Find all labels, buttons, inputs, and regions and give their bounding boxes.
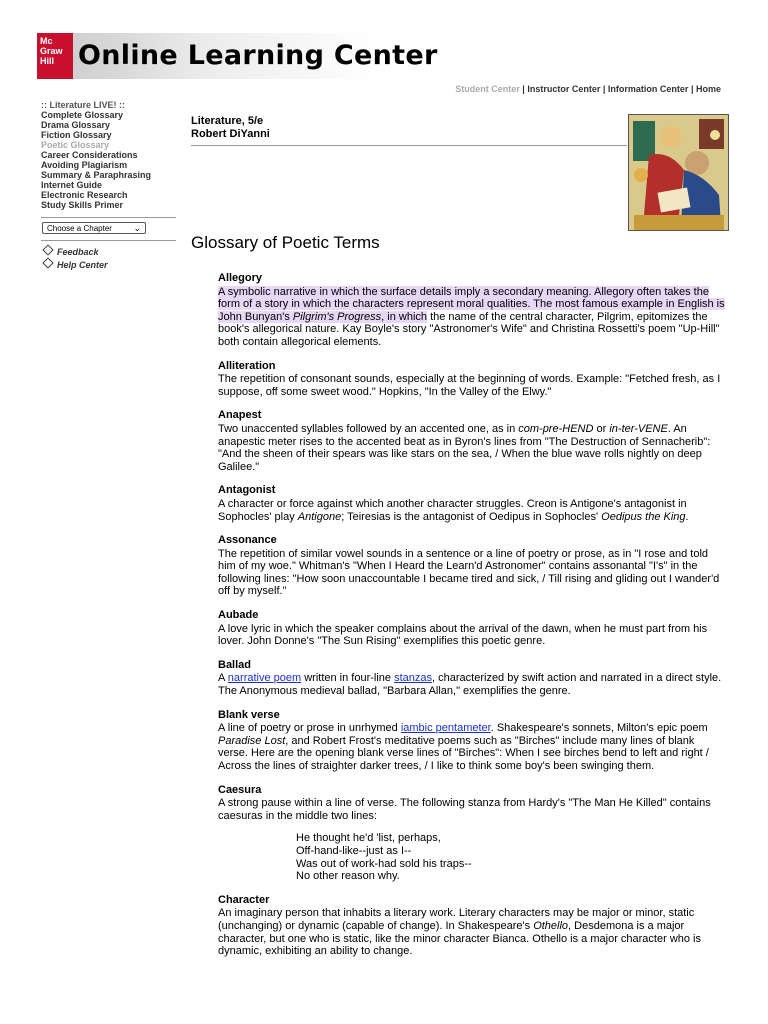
- diamond-icon: [42, 244, 53, 255]
- chapter-select-label: Choose a Chapter: [47, 224, 112, 233]
- site-title: Online Learning Center: [78, 40, 438, 71]
- glossary-term: [218, 609, 726, 648]
- feedback-label: Feedback: [57, 247, 99, 257]
- help-center-link[interactable]: [44, 260, 108, 270]
- sidebar-item-poetic-glossary[interactable]: Poetic Glossary: [41, 140, 110, 150]
- nav-student-center[interactable]: Student Center: [455, 84, 520, 94]
- poem-line: No other reason why.: [296, 870, 400, 883]
- poem-excerpt: [296, 832, 726, 882]
- glossary-term: [218, 484, 726, 523]
- definition-text: A symbolic narrative in which the surface details imply a secondary meaning. Allegory often takes the form of a story in which the characters represent moral qualities. The most famous example in English is John Bunyan's: [218, 285, 725, 323]
- definition-text: , and Robert Frost's meditative poems such as "Birches" include many lines of blank verse. Here are the opening blank verse lines of "Birches": When I see birches bend to left and right / Across the lines of straighter darker trees, / I like to think some boy's been swinging them.: [218, 734, 709, 772]
- definition-text: .: [685, 510, 689, 523]
- italic-title: Othello: [533, 919, 569, 932]
- term-name: Assonance: [218, 534, 277, 547]
- sidebar-literature-live[interactable]: :: Literature LIVE! ::: [41, 100, 126, 110]
- book-divider: [191, 145, 627, 146]
- glossary-content: [218, 272, 726, 969]
- diamond-icon: [42, 257, 53, 268]
- book-title: Literature, 5/e: [191, 115, 264, 127]
- narrative-poem-link[interactable]: narrative poem: [227, 672, 302, 685]
- italic-title: Paradise Lost: [218, 734, 286, 747]
- glossary-term: [218, 272, 726, 349]
- iambic-pentameter-link[interactable]: iambic pentameter: [400, 722, 491, 735]
- term-definition: A strong pause within a line of verse. The following stanza from Hardy's "The Man He Killed" contains caesuras in the middle two lines:: [218, 797, 711, 822]
- definition-text: , in which: [381, 310, 428, 323]
- term-name: Antagonist: [218, 484, 276, 497]
- sidebar-item-internet-guide[interactable]: Internet Guide: [41, 180, 103, 190]
- poem-line: Off-hand-like--just as I--: [296, 844, 412, 857]
- sidebar-item-summary-paraphrasing[interactable]: Summary & Paraphrasing: [41, 170, 152, 180]
- glossary-term: [218, 709, 726, 773]
- term-name: Ballad: [218, 658, 252, 671]
- sidebar-item-drama-glossary[interactable]: Drama Glossary: [41, 120, 111, 130]
- definition-text: Two unaccented syllables followed by an accented one, as in: [218, 422, 519, 435]
- glossary-term: [218, 659, 726, 698]
- italic-title: Oedipus the King: [601, 510, 686, 523]
- sidebar-item-electronic-research[interactable]: Electronic Research: [41, 190, 128, 200]
- glossary-term: [218, 360, 726, 399]
- term-definition: [218, 722, 726, 772]
- italic-title: Pilgrim's Progress: [292, 310, 382, 323]
- stanzas-link[interactable]: stanzas: [394, 672, 433, 685]
- definition-text: A character or force against which another character struggles. Creon is Antigone's antagonist in Sophocles' play: [218, 497, 687, 523]
- nav-instructor-center[interactable]: Instructor Center: [527, 84, 601, 94]
- term-definition: [218, 672, 726, 697]
- mcgraw-hill-logo[interactable]: [37, 33, 73, 79]
- nav-separator: |: [522, 84, 525, 94]
- book-cover-image: [628, 114, 729, 231]
- italic-example: com-pre-HEND: [518, 422, 594, 435]
- nav-home[interactable]: Home: [695, 84, 721, 94]
- term-definition: The repetition of similar vowel sounds in a sentence or a line of poetry or prose, as in "I rose and told him of my woe." Whitman's "When I Heard the Learn'd Astronomer" contains assonantal "I's" in the following lines: "How soon unaccountable I became tired and sick, / Till rising and gliding out I wander'd off by myself.": [218, 547, 720, 598]
- term-name: Allegory: [218, 272, 263, 284]
- glossary-term: [218, 534, 726, 598]
- nav-information-center[interactable]: Information Center: [607, 84, 689, 94]
- chevron-down-icon: ⌄: [133, 223, 141, 233]
- term-name: Aubade: [218, 609, 259, 622]
- help-center-label: Help Center: [57, 260, 108, 270]
- term-name: Character: [218, 893, 270, 906]
- term-name: Caesura: [218, 783, 262, 796]
- poem-line: He thought he'd 'list, perhaps,: [296, 832, 441, 845]
- term-name: Alliteration: [218, 359, 276, 372]
- sidebar-item-fiction-glossary[interactable]: Fiction Glossary: [41, 130, 112, 140]
- definition-text: or: [593, 422, 610, 435]
- definition-text: A: [218, 672, 228, 685]
- page-title: Glossary of Poetic Terms: [191, 233, 380, 252]
- feedback-link[interactable]: [44, 247, 99, 257]
- term-definition: [218, 286, 726, 349]
- term-name: Anapest: [218, 409, 262, 422]
- definition-text: , Desdemona is a major character, but one who is static, like the minor character Bianca. Othello is a major character who is dynamic, exhibiting an ability to change.: [218, 919, 701, 958]
- nav-separator: |: [602, 84, 606, 94]
- term-definition: A love lyric in which the speaker complains about the arrival of the dawn, when he must part from his lover. John Donne's "The Sun Rising" exemplifies this poetic genre.: [218, 622, 708, 648]
- definition-text: , characterized by swift action and narrated in a direct style. The Anonymous medieval ballad, "Barbara Allan," exemplifies the genre.: [218, 672, 722, 698]
- logo-line: Mc: [40, 36, 53, 46]
- chapter-select[interactable]: [42, 222, 146, 234]
- italic-example: in-ter-VENE: [609, 422, 668, 435]
- term-definition: [218, 498, 726, 523]
- term-name: Blank verse: [218, 708, 280, 721]
- top-navigation: [455, 84, 721, 94]
- definition-text: An imaginary person that inhabits a literary work. Literary characters may be major or minor, static (unchanging) or dynamic (capable of change). In Shakespeare's: [218, 907, 695, 932]
- nav-separator: |: [690, 84, 694, 94]
- definition-text: ; Teiresias is the antagonist of Oedipus in Sophocles': [341, 510, 602, 523]
- sidebar-item-avoiding-plagiarism[interactable]: Avoiding Plagiarism: [41, 160, 128, 170]
- term-definition: The repetition of consonant sounds, especially at the beginning of words. Example: "Fetched fresh, as I suppose, off some sweet wood." Hopkins, "In the Valley of the Elwy.": [218, 373, 721, 398]
- definition-text: A line of poetry or prose in unrhymed: [218, 722, 401, 735]
- definition-text: the name of the central character, Pilgrim, epitomizes the book's allegorical nature. Kay Boyle's story "Astronomer's Wife" and Christina Rossetti's poem "Up-Hill" both contain allegorical elements.: [218, 310, 720, 348]
- term-definition: [218, 423, 726, 473]
- book-author: Robert DiYanni: [191, 128, 270, 140]
- poem-line: Was out of work-had sold his traps--: [296, 857, 472, 870]
- glossary-term: [218, 784, 726, 883]
- term-definition: [218, 907, 726, 957]
- sidebar-divider: [41, 240, 176, 241]
- italic-title: Antigone: [297, 510, 342, 523]
- sidebar-divider: [41, 217, 176, 218]
- sidebar-item-career-considerations[interactable]: Career Considerations: [41, 150, 138, 160]
- sidebar-item-complete-glossary[interactable]: Complete Glossary: [41, 110, 124, 120]
- logo-line: Hill: [40, 56, 55, 66]
- glossary-term: [218, 409, 726, 473]
- definition-text: . An anapestic meter rises to the accented beat as in Byron's lines from "The Destruction of Sennacherib": "And the sheen of their spears was like stars on the sea, / When the blue wave rolls nightly on deep Galilee.": [218, 422, 711, 473]
- book-cover-painting: [629, 115, 728, 230]
- sidebar-item-study-skills-primer[interactable]: Study Skills Primer: [41, 200, 124, 210]
- definition-text: . Shakespeare's sonnets, Milton's epic poem: [490, 722, 708, 735]
- book-info: [191, 115, 270, 141]
- logo-line: Graw: [40, 46, 63, 56]
- sidebar: [41, 100, 177, 210]
- definition-text: written in four-line: [301, 672, 395, 685]
- glossary-term: [218, 894, 726, 958]
